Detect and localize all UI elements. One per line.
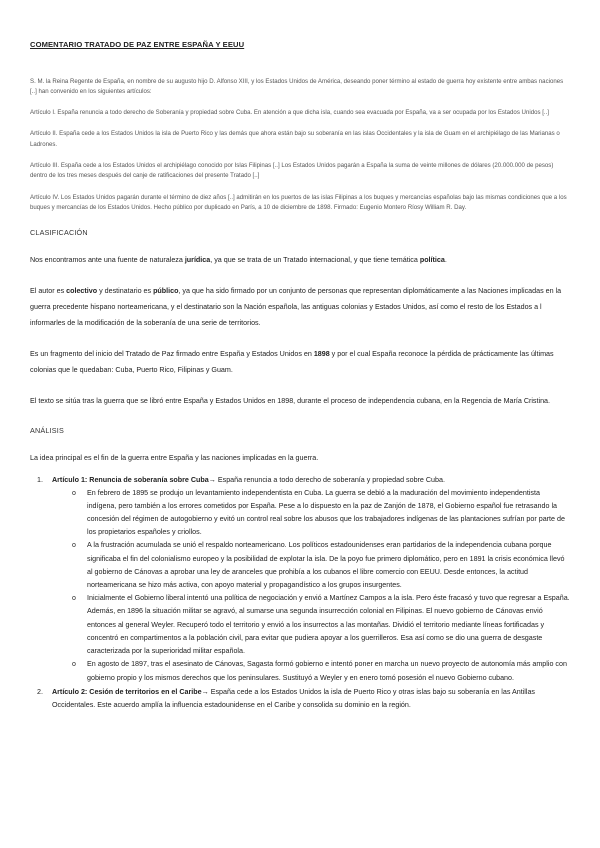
source-article-1: Artículo I. España renuncia a todo derecho de Soberanía y propiedad sobre Cuba. En atención a que dicha isla, cuando sea evacuada por España, va a ser ocupada por los Estados Unidos [..] (30, 108, 549, 116)
list-item: o En febrero de 1895 se produjo un levantamiento independentista en Cuba. La guerra se debió a la maduración del movimiento independentista indígena, pero también a los errores cometidos por España. Pese a lo dispuesto en la paz de Zanjón de 1878, el Gobierno español fue retrasando la concesión del régimen de autogobierno y evitó un control real sobre los abusos que los trabajadores indígenas de las plantaciones sufrían por parte de los propietarios españoles y criollos. (72, 488, 565, 537)
source-article-4: Artículo IV. Los Estados Unidos pagarán durante el término de diez años [..] admitirán en los puertos de las islas Filipinas a los buques y mercancías españolas bajo las mismas condiciones que a los buques y mercancías de los Estados Unidos. Hecho público por duplicado en París, a 10 de diciembre de 1898. Firmado: Eugenio Montero Ríosy William R. Day. (30, 193, 567, 212)
clasificacion-paragraph-1: Nos encontramos ante una fuente de naturaleza jurídica, ya que se trata de un Tratado internacional, y que tiene temática política. (30, 255, 447, 264)
clasificacion-heading: CLASIFICACIÓN (30, 227, 88, 237)
article-1-label: Artículo 1: Renuncia de soberanía sobre Cuba (52, 475, 209, 484)
arrow-right-icon: → (208, 475, 216, 484)
list-item: o A la frustración acumulada se unió el respaldo norteamericano. Los políticos estadounidenses eran partidarios de la independencia cubana porque significaba el fin del colonialismo europeo y la posibilidad de explotar la isla. De la poyo fue primero diplomático, pero en 1891 la crisis económica llevó al gobierno de Cánovas a aprobar una ley de aranceles que prohibía a los cubanos el libre comercio con EEUU. Desde entonces, la actitud norteamericana se hizo más activa, con apoyo material y propagandístico a los grupos insurgentes. (72, 541, 565, 590)
list-item: o En agosto de 1897, tras el asesinato de Cánovas, Sagasta formó gobierno e intentó poner en marcha un nuevo proyecto de autonomía más amplio con gobierno propio y los mismos derechos que los peninsulares. Sustituyó a Weyler y en enero tomó posesión el nuevo Gobierno cubano. (72, 660, 567, 682)
circle-bullet-icon: o (72, 542, 76, 550)
article-1-details (52, 487, 570, 685)
arrow-right-icon: → (201, 687, 209, 696)
circle-bullet-icon: o (72, 489, 76, 497)
list-item: 1. Artículo 1: Renuncia de soberanía sobre Cuba→ España renuncia a todo derecho de soberanía y propiedad sobre Cuba. o En febrero de 1895 se produjo un levantamiento independentista en Cuba. La guerra se debió a la maduración del movimiento independentista indígena, pero también a los errores cometidos por España. Pese a lo dispuesto en la paz de Zanjón de 1878, el Gobierno español fue retrasando la concesión del régimen de autogobierno y evitó un control real sobre los abusos que los trabajadores indígenas de las plantaciones sufrían por parte de los propietarios españoles y criollos. o A la frustración acumulada se unió el respaldo norteamericano. Los políticos estadounidenses eran partidarios de la independencia cubana porque significaba el fin del colonialismo europeo y la posibilidad de explotar la isla. De la poyo fue primero diplomático, pero en 1891 la crisis económica llevó al gobierno de Cánovas a aprobar una ley de aranceles que prohibía a los cubanos el libre comercio con EEUU. Desde entonces, la actitud norteamericana se hizo más activa, con apoyo material y propagandístico a los grupos insurgentes. o Inicialmente el Gobierno liberal intentó una política de negociación y envió a Martínez Campos a la isla. Pero éste fracasó y tuvo que regresar a España. Además, en 1896 la situación militar se agravó, al sumarse una segunda insurrección colonial en Filipinas. El nuevo gobierno de Cánovas envió entonces al general Weyler. Recuperó todo el territorio y envió a los insurrectos a las montañas. Dividió el territorio mediante líneas fortificadas y concentró en compartimentos a la población civil, para evitar que pudiera apoyar a los guerrilleros. Esa así como se dio una guerra de desgaste caracterizada por la superioridad militar española. o En agosto de 1897, tras el asesinato de Cánovas, Sagasta formó gobierno e intentó poner en marcha un nuevo proyecto de autonomía más amplio con gobierno propio y los mismos derechos que los peninsulares. Sustituyó a Weyler y en enero tomó posesión el nuevo Gobierno cubano. (30, 474, 570, 685)
list-item: 2. Artículo 2: Cesión de territorios en el Caribe→ España cede a los Estados Unidos la isla de Puerto Rico y otras islas bajo su soberanía en las Antillas Occidentales. Este acuerdo amplía la influencia estadounidense en el Caribe y consolida su dominio en la región. (37, 687, 536, 709)
clasificacion-paragraph-4: El texto se sitúa tras la guerra que se libró entre España y Estados Unidos en 1898, durante el proceso de independencia cubana, en la Regencia de María Cristina. (30, 396, 551, 405)
source-text (30, 77, 570, 214)
article-2-label: Artículo 2: Cesión de territorios en el Caribe (52, 687, 202, 696)
source-article-3: Artículo III. España cede a los Estados Unidos el archipiélago conocido por Islas Filipinas [..] Los Estados Unidos pagarán a España la suma de veinte millones de dólares (20.000.000 de pesos) dentro de los tres meses después del canje de ratificaciones del presente Tratado [..] (30, 162, 554, 180)
clasificacion-section (30, 252, 570, 409)
analisis-section (30, 450, 570, 712)
source-preamble: S. M. la Reina Regente de España, en nombre de su augusto hijo D. Alfonso XIII, y los Estados Unidos de América, deseando poner término al estado de guerra hoy existente entre ambas naciones [..] han convenido en los siguientes artículos: (30, 78, 564, 96)
clasificacion-paragraph-2: El autor es colectivo y destinatario es público, ya que ha sido firmado por un conjunto de personas que representan diplomáticamente a las Naciones implicadas en la guerra precedente hispano norteamericana, y el destinatario son la Nación española, las antiguas colonias y Estados Unidos, así como el resto de los Estados a l informarles de la modificación de la soberanía de una serie de territorios. (30, 286, 562, 327)
articles-list (30, 474, 570, 712)
source-article-2: Artículo II. España cede a los Estados Unidos la isla de Puerto Rico y las demás que ahora están bajo su soberanía en las islas Occidentales y la isla de Guam en el archipiélago de las Marianas o Ladrones. (30, 130, 560, 148)
clasificacion-paragraph-3: Es un fragmento del inicio del Tratado de Paz firmado entre España y Estados Unidos en 1898 y por el cual España reconoce la pérdida de prácticamente las últimas colonias que le quedaban: Cuba, Puerto Rico, Filipinas y Guam. (30, 349, 554, 374)
circle-bullet-icon: o (72, 661, 76, 669)
circle-bullet-icon: o (72, 595, 76, 603)
analisis-heading: ANÁLISIS (30, 425, 64, 435)
list-item: o Inicialmente el Gobierno liberal intentó una política de negociación y envió a Martínez Campos a la isla. Pero éste fracasó y tuvo que regresar a España. Además, en 1896 la situación militar se agravó, al sumarse una segunda insurrección colonial en Filipinas. El nuevo gobierno de Cánovas envió entonces al general Weyler. Recuperó todo el territorio y envió a los insurrectos a las montañas. Dividió el territorio mediante líneas fortificadas y concentró en compartimentos a la población civil, para evitar que pudiera apoyar a los guerrilleros. Esa así como se dio una guerra de desgaste caracterizada por la superioridad militar española. (72, 594, 570, 656)
analisis-intro: La idea principal es el fin de la guerra entre España y las naciones implicadas en la guerra. (30, 453, 319, 462)
document-title: COMENTARIO TRATADO DE PAZ ENTRE ESPAÑA Y EEUU (30, 40, 245, 49)
